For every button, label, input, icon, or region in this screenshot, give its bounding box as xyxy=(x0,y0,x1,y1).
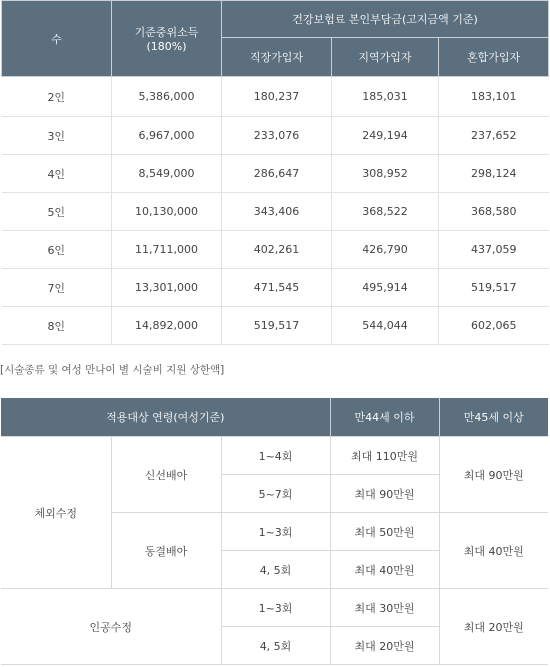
median-income-cell: 5,386,000 xyxy=(112,77,222,117)
regional-premium-cell: 368,522 xyxy=(332,193,439,231)
median-income-cell: 13,301,000 xyxy=(112,269,222,307)
frozen-embryo-cell: 동결배아 xyxy=(111,513,221,589)
median-income-cell: 10,130,000 xyxy=(112,193,222,231)
mixed-premium-cell: 237,652 xyxy=(439,117,549,155)
under44-header: 만44세 이하 xyxy=(330,398,439,437)
attempt-count-cell: 4, 5회 xyxy=(221,627,330,665)
mixed-premium-cell: 602,065 xyxy=(439,307,549,345)
ivf-category-cell: 체외수정 xyxy=(1,437,111,589)
regional-premium-cell: 308,952 xyxy=(332,155,439,193)
table-row xyxy=(2,307,549,345)
median-income-header-line1: 기준중위소득 xyxy=(134,26,199,39)
household-size-cell: 7인 xyxy=(2,269,112,307)
median-income-header-line2: (180%) xyxy=(146,40,187,53)
table-row xyxy=(1,437,548,475)
attempt-count-cell: 4, 5회 xyxy=(221,551,330,589)
table-row xyxy=(2,77,549,117)
employee-insured-header: 직장가입자 xyxy=(222,38,332,77)
regional-premium-cell: 426,790 xyxy=(332,231,439,269)
premium-group-header: 건강보험료 본인부담금(고지금액 기준) xyxy=(222,1,549,38)
subsidy-cap-caption: [시술종류 및 여성 만나이 별 시술비 지원 상한액] xyxy=(0,364,225,376)
employee-premium-cell: 343,406 xyxy=(222,193,332,231)
table-row xyxy=(1,589,548,627)
table-row xyxy=(2,231,549,269)
table-row xyxy=(2,155,549,193)
household-size-cell: 8인 xyxy=(2,307,112,345)
table-row xyxy=(2,269,549,307)
subsidy-cap-table xyxy=(1,398,548,665)
over45-amount-cell: 최대 20만원 xyxy=(439,589,548,665)
regional-premium-cell: 495,914 xyxy=(332,269,439,307)
attempt-count-cell: 1~3회 xyxy=(221,513,330,551)
under44-amount-cell: 최대 50만원 xyxy=(330,513,439,551)
regional-premium-cell: 544,044 xyxy=(332,307,439,345)
over45-amount-cell: 최대 40만원 xyxy=(439,513,548,589)
median-income-cell: 14,892,000 xyxy=(112,307,222,345)
employee-premium-cell: 519,517 xyxy=(222,307,332,345)
household-size-cell: 2인 xyxy=(2,77,112,117)
household-size-cell: 6인 xyxy=(2,231,112,269)
household-size-cell: 5인 xyxy=(2,193,112,231)
household-size-header: 수 xyxy=(2,1,112,77)
mixed-premium-cell: 368,580 xyxy=(439,193,549,231)
regional-premium-cell: 249,194 xyxy=(332,117,439,155)
median-income-cell: 8,549,000 xyxy=(112,155,222,193)
employee-premium-cell: 180,237 xyxy=(222,77,332,117)
over45-amount-cell: 최대 90만원 xyxy=(439,437,548,513)
income-premium-table xyxy=(1,0,549,345)
median-income-header xyxy=(112,1,222,77)
attempt-count-cell: 1~4회 xyxy=(221,437,330,475)
iui-category-cell: 인공수정 xyxy=(1,589,221,665)
under44-amount-cell: 최대 30만원 xyxy=(330,589,439,627)
mixed-insured-header: 혼합가입자 xyxy=(439,38,549,77)
target-age-header: 적용대상 연령(여성기준) xyxy=(1,398,330,437)
regional-insured-header: 지역가입자 xyxy=(332,38,439,77)
median-income-cell: 6,967,000 xyxy=(112,117,222,155)
mixed-premium-cell: 437,059 xyxy=(439,231,549,269)
attempt-count-cell: 5~7회 xyxy=(221,475,330,513)
under44-amount-cell: 최대 90만원 xyxy=(330,475,439,513)
table-row xyxy=(2,193,549,231)
employee-premium-cell: 402,261 xyxy=(222,231,332,269)
employee-premium-cell: 233,076 xyxy=(222,117,332,155)
under44-amount-cell: 최대 40만원 xyxy=(330,551,439,589)
under44-amount-cell: 최대 20만원 xyxy=(330,627,439,665)
mixed-premium-cell: 298,124 xyxy=(439,155,549,193)
employee-premium-cell: 471,545 xyxy=(222,269,332,307)
fresh-embryo-cell: 신선배아 xyxy=(111,437,221,513)
table-row xyxy=(2,117,549,155)
over45-header: 만45세 이상 xyxy=(439,398,548,437)
median-income-cell: 11,711,000 xyxy=(112,231,222,269)
mixed-premium-cell: 183,101 xyxy=(439,77,549,117)
household-size-cell: 4인 xyxy=(2,155,112,193)
under44-amount-cell: 최대 110만원 xyxy=(330,437,439,475)
employee-premium-cell: 286,647 xyxy=(222,155,332,193)
mixed-premium-cell: 519,517 xyxy=(439,269,549,307)
household-size-cell: 3인 xyxy=(2,117,112,155)
attempt-count-cell: 1~3회 xyxy=(221,589,330,627)
regional-premium-cell: 185,031 xyxy=(332,77,439,117)
